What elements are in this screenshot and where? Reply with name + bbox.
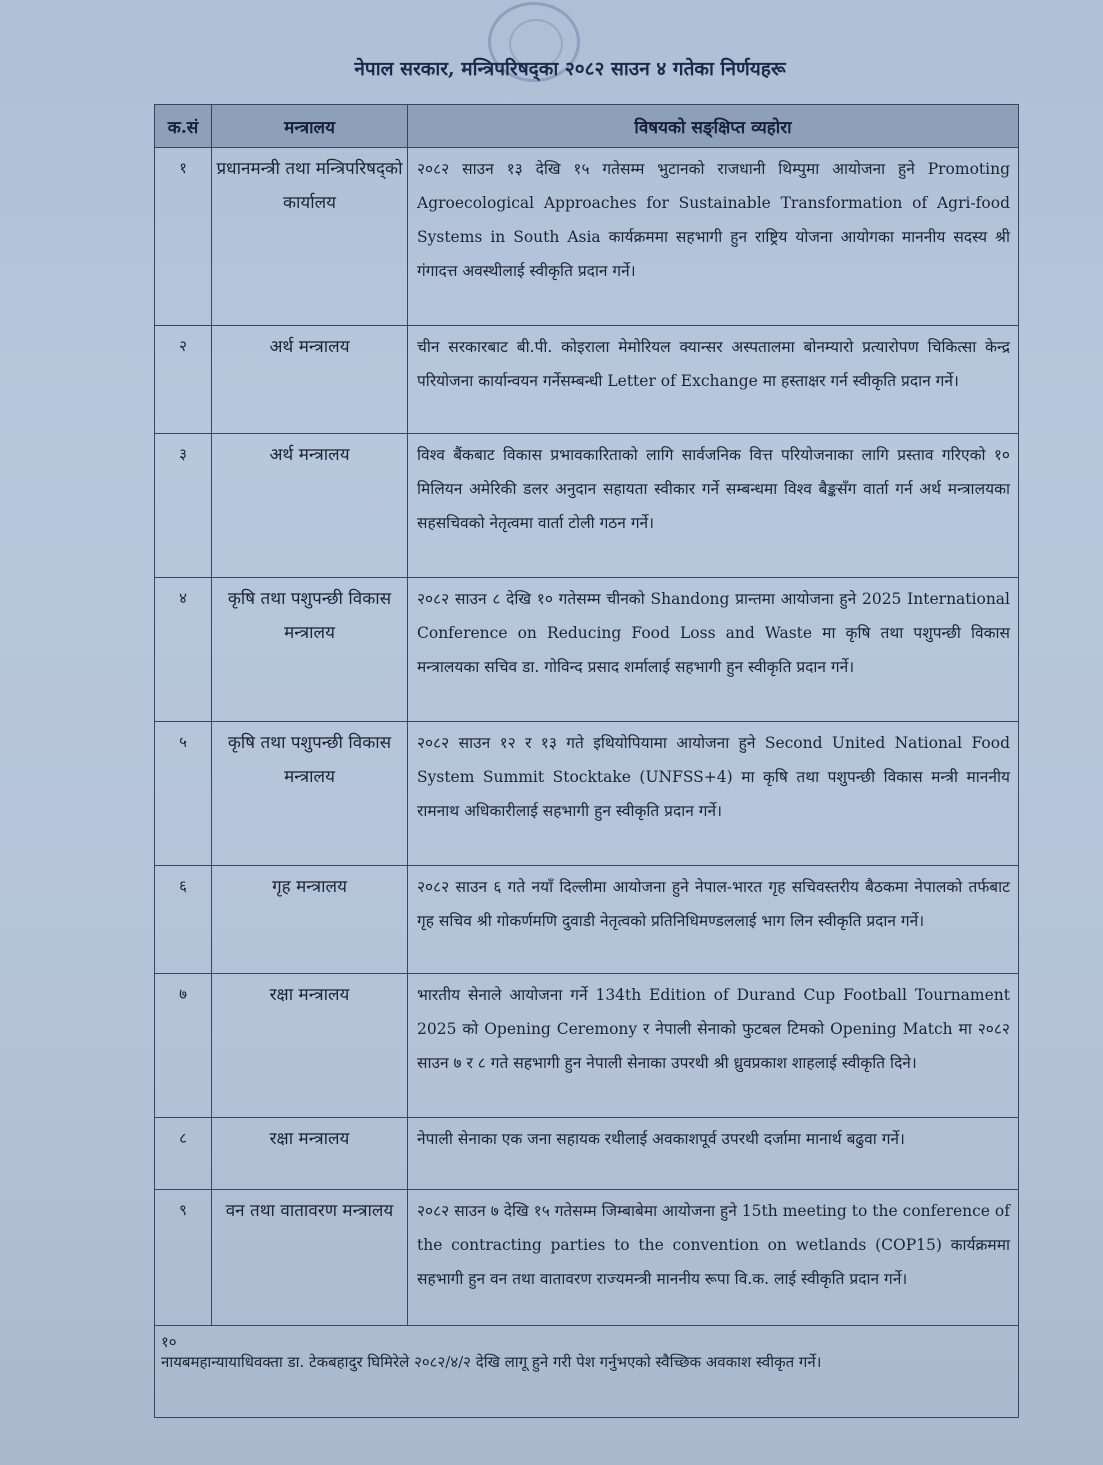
- table-header-row: [155, 105, 1019, 148]
- column-header-serial: क.सं: [155, 105, 212, 148]
- decisions-table: [154, 104, 1019, 1418]
- decision-summary: २०८२ साउन १३ देखि १५ गतेसम्म भुटानको राजधानी थिम्पुमा आयोजना हुने Promoting Agroecological Approaches for Sustainable Transformation of Agri-food Systems in South Asia कार्यक्रममा सहभागी हुन राष्ट्रिय योजना आयोगका माननीय सदस्य श्री गंगादत्त अवस्थीलाई स्वीकृति प्रदान गर्ने।: [408, 148, 1019, 326]
- decision-summary: नेपाली सेनाका एक जना सहायक रथीलाई अवकाशपूर्व उपरथी दर्जामा मानार्थ बढुवा गर्ने।: [408, 1118, 1019, 1190]
- ministry-name: अर्थ मन्त्रालय: [212, 326, 408, 434]
- ministry-name: प्रधानमन्त्री तथा मन्त्रिपरिषद्को कार्यालय: [212, 148, 408, 326]
- decision-summary: २०८२ साउन ८ देखि १० गतेसम्म चीनको Shandong प्रान्तमा आयोजना हुने 2025 International Conference on Reducing Food Loss and Waste मा कृषि तथा पशुपन्छी विकास मन्त्रालयका सचिव डा. गोविन्द प्रसाद शर्मालाई सहभागी हुन स्वीकृति प्रदान गर्ने।: [408, 578, 1019, 722]
- serial-number: ८: [155, 1118, 212, 1190]
- serial-number: ६: [155, 866, 212, 974]
- table-row: [155, 974, 1019, 1118]
- table-row: [155, 578, 1019, 722]
- decision-summary: २०८२ साउन १२ र १३ गते इथियोपियामा आयोजना हुने Second United National Food System Summit Stocktake (UNFSS+4) मा कृषि तथा पशुपन्छी विकास मन्त्री माननीय रामनाथ अधिकारीलाई सहभागी हुन स्वीकृति प्रदान गर्ने।: [408, 722, 1019, 866]
- decision-summary: २०८२ साउन ६ गते नयाँ दिल्लीमा आयोजना हुने नेपाल-भारत गृह सचिवस्तरीय बैठकमा नेपालको तर्फबाट गृह सचिव श्री गोकर्णमणि दुवाडी नेतृत्वको प्रतिनिधिमण्डललाई भाग लिन स्वीकृति प्रदान गर्ने।: [408, 866, 1019, 974]
- decision-summary: २०८२ साउन ७ देखि १५ गतेसम्म जिम्बाबेमा आयोजना हुने 15th meeting to the conference of the contracting parties to the convention on wetlands (COP15) कार्यक्रममा सहभागी हुन वन तथा वातावरण राज्यमन्त्री माननीय रूपा वि.क. लाई स्वीकृति प्रदान गर्ने।: [408, 1190, 1019, 1326]
- table-row: [155, 866, 1019, 974]
- column-header-ministry: मन्त्रालय: [212, 105, 408, 148]
- ministry-name: कृषि तथा पशुपन्छी विकास मन्त्रालय: [212, 578, 408, 722]
- table-row: [155, 1118, 1019, 1190]
- serial-number: १०: [161, 1333, 177, 1351]
- table-row: [155, 722, 1019, 866]
- merged-decision-cell: [155, 1326, 1019, 1418]
- table-row: [155, 1326, 1019, 1418]
- decision-summary: चीन सरकारबाट बी.पी. कोइराला मेमोरियल क्यान्सर अस्पतालमा बोनम्यारो प्रत्यारोपण चिकित्सा केन्द्र परियोजना कार्यान्वयन गर्नेसम्बन्धी Letter of Exchange मा हस्ताक्षर गर्न स्वीकृति प्रदान गर्ने।: [408, 326, 1019, 434]
- ministry-name: रक्षा मन्त्रालय: [212, 1118, 408, 1190]
- serial-number: ५: [155, 722, 212, 866]
- table-row: [155, 326, 1019, 434]
- decision-summary: भारतीय सेनाले आयोजना गर्ने 134th Edition of Durand Cup Football Tournament 2025 को Opening Ceremony र नेपाली सेनाको फुटबल टिमको Opening Match मा २०८२ साउन ७ र ८ गते सहभागी हुन नेपाली सेनाका उपरथी श्री ध्रुवप्रकाश शाहलाई स्वीकृति दिने।: [408, 974, 1019, 1118]
- serial-number: ९: [155, 1190, 212, 1326]
- table-row: [155, 434, 1019, 578]
- column-header-subject: विषयको सङ्क्षिप्त व्यहोरा: [408, 105, 1019, 148]
- table-row: [155, 1190, 1019, 1326]
- serial-number: ३: [155, 434, 212, 578]
- page-title: नेपाल सरकार, मन्त्रिपरिषद्का २०८२ साउन ४ गतेका निर्णयहरू: [354, 58, 786, 80]
- ministry-name: रक्षा मन्त्रालय: [212, 974, 408, 1118]
- serial-number: ४: [155, 578, 212, 722]
- decision-summary: विश्व बैंकबाट विकास प्रभावकारिताको लागि सार्वजनिक वित्त परियोजनाका लागि प्रस्ताव गरिएको १० मिलियन अमेरिकी डलर अनुदान सहायता स्वीकार गर्ने सम्बन्धमा विश्व बैङ्कसँग वार्ता गर्न अर्थ मन्त्रालयका सहसचिवको नेतृत्वमा वार्ता टोली गठन गर्ने।: [408, 434, 1019, 578]
- ministry-name: अर्थ मन्त्रालय: [212, 434, 408, 578]
- ministry-name: कृषि तथा पशुपन्छी विकास मन्त्रालय: [212, 722, 408, 866]
- ministry-name: वन तथा वातावरण मन्त्रालय: [212, 1190, 408, 1326]
- serial-number: ७: [155, 974, 212, 1118]
- ministry-name: गृह मन्त्रालय: [212, 866, 408, 974]
- serial-number: २: [155, 326, 212, 434]
- serial-number: १: [155, 148, 212, 326]
- table-row: [155, 148, 1019, 326]
- decision-summary: नायबमहान्यायाधिवक्ता डा. टेकबहादुर घिमिरेले २०८२/४/२ देखि लागू हुने गरी पेश गर्नुभएको स्वैच्छिक अवकाश स्वीकृत गर्ने।: [161, 1353, 822, 1371]
